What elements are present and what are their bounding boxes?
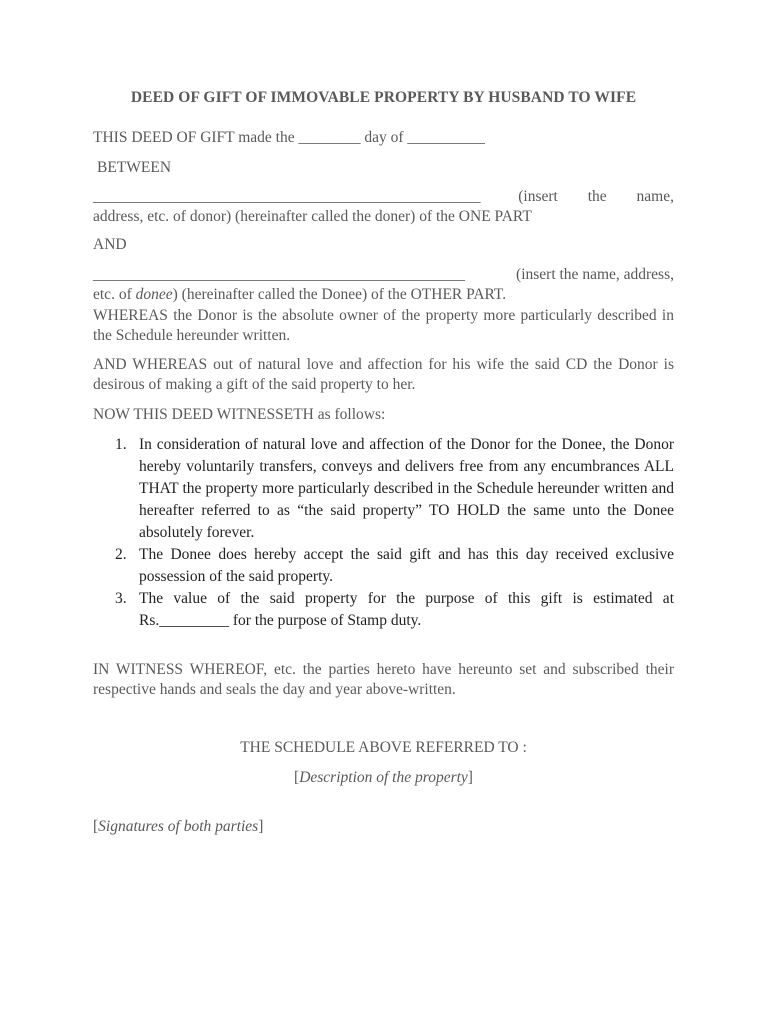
list-item — [93, 588, 674, 632]
between-label: BETWEEN — [97, 159, 172, 176]
deed-title: DEED OF GIFT OF IMMOVABLE PROPERTY BY HUSBAND TO WIFE — [130, 89, 637, 106]
list-item — [93, 544, 674, 588]
clause-text: The value of the said property for the purpose of this gift is estimated at Rs._________ for the purpose of Stamp duty. — [139, 590, 674, 629]
schedule-description: [Description of the property] — [294, 769, 473, 786]
whereas-clause-2: AND WHEREAS out of natural love and affection for his wife the said CD the Donor is desirous of making a gift of the said property to her. — [93, 356, 674, 393]
intro-line: THIS DEED OF GIFT made the ________ day of __________ — [93, 129, 485, 146]
witnesseth-line: NOW THIS DEED WITNESSETH as follows: — [93, 406, 386, 423]
clause-number: 3. — [115, 590, 127, 607]
donor-description: address, etc. of donor) (hereinafter called the doner) of the ONE PART — [93, 208, 532, 225]
whereas-clause-1: WHEREAS the Donor is the absolute owner of the property more particularly described in the Schedule hereunder written. — [93, 307, 674, 344]
schedule-heading: THE SCHEDULE ABOVE REFERRED TO : — [240, 739, 527, 756]
list-item — [93, 434, 674, 544]
donee-desc-prefix: etc. of — [93, 286, 136, 303]
clause-list — [93, 434, 674, 632]
and-label: AND — [93, 236, 127, 253]
donee-blank: ________________________________________________ — [93, 266, 465, 283]
donee-desc-suffix: ) (hereinafter called the Donee) of the OTHER PART. — [172, 286, 507, 303]
donor-insert-note: (insert the name, — [518, 188, 674, 205]
clause-number: 1. — [115, 436, 127, 453]
clause-number: 2. — [115, 546, 127, 563]
clause-text: In consideration of natural love and affection of the Donor for the Donee, the Donor hereby voluntarily transfers, conveys and delivers free from any encumbrances ALL THAT the property more particularly described in the Schedule hereunder written and hereafter referred to as “the said property” TO HOLD the same unto the Donee absolutely forever. — [139, 436, 674, 541]
donee-insert-note: (insert the name, address, — [516, 266, 674, 283]
donor-blank: __________________________________________________ — [93, 188, 481, 205]
signatures-text: Signatures of both parties — [98, 818, 259, 835]
signatures-placeholder: [Signatures of both parties] — [93, 818, 264, 835]
schedule-desc-text: Description of the property — [299, 769, 468, 786]
donee-description — [93, 286, 674, 304]
donee-desc-italic: donee — [135, 286, 173, 303]
clause-text: The Donee does hereby accept the said gift and has this day received exclusive possession of the said property. — [139, 546, 674, 585]
in-witness-clause: IN WITNESS WHEREOF, etc. the parties hereto have hereunto set and subscribed their respective hands and seals the day and year above-written. — [93, 661, 674, 698]
